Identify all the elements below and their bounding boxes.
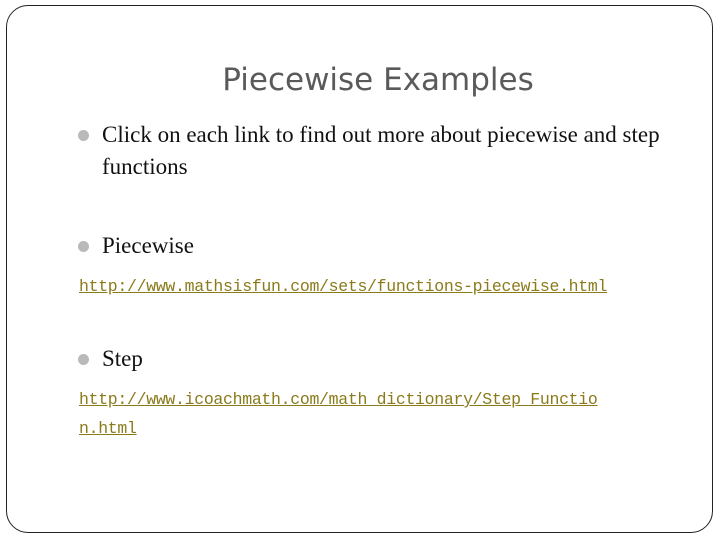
bullet-dot-icon [78,130,89,141]
bullet-item-intro [78,119,682,183]
step-link[interactable] [79,385,598,443]
bullet-dot-icon [78,241,89,252]
bullet-item-piecewise [78,230,682,262]
bullet-text: Step [102,346,143,371]
link-text-line-2[interactable]: n.html [79,419,137,438]
link-text-line-1[interactable]: http://www.icoachmath.com/math_dictionary/Step_Functio [79,390,598,409]
bullet-item-step [78,343,682,375]
bullet-text: Click on each link to find out more about piecewise and step functions [102,122,660,179]
slide-title: Piecewise Examples [222,62,534,98]
bullet-dot-icon [78,354,89,365]
link-text[interactable]: http://www.mathsisfun.com/sets/functions-piecewise.html [79,277,608,296]
bullet-text: Piecewise [102,233,194,258]
piecewise-link[interactable] [79,272,607,301]
